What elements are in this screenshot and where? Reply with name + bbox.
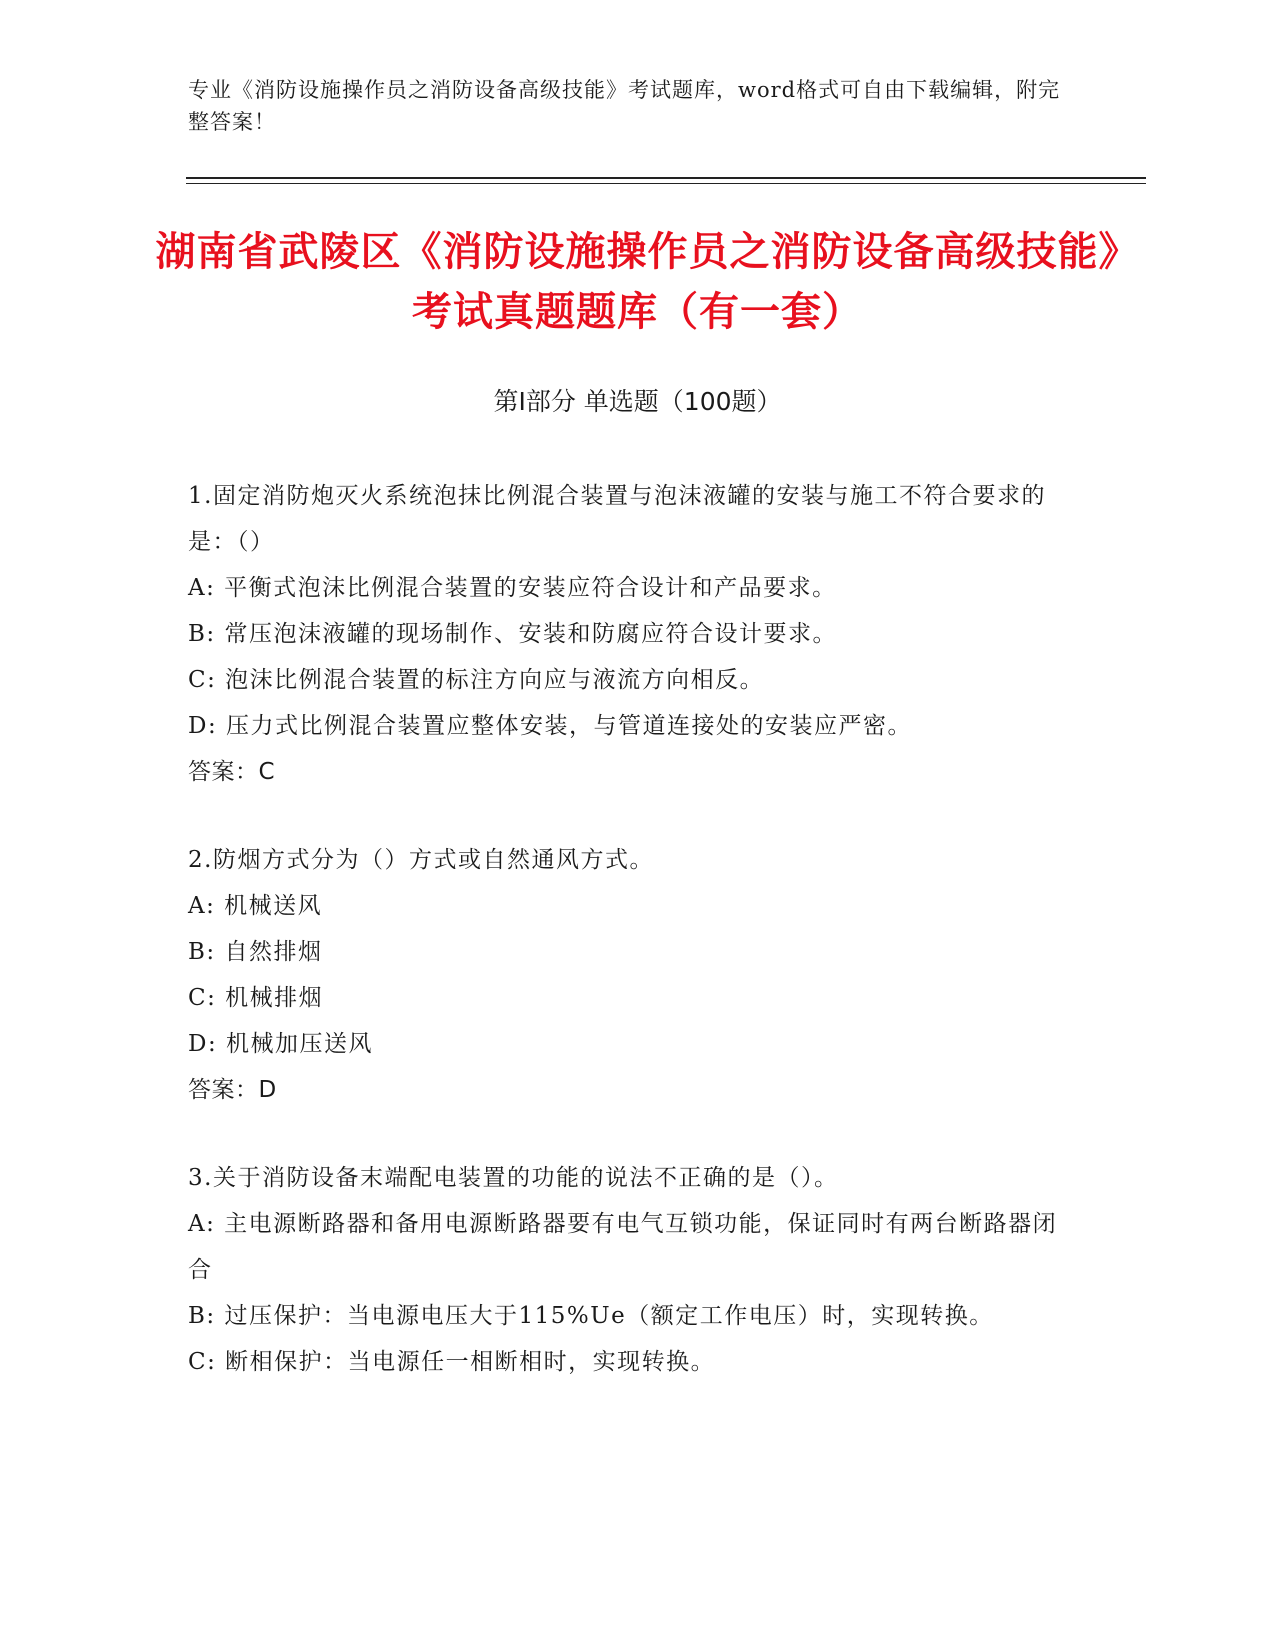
question-block: [188, 1155, 1078, 1385]
option-d: D: 机械加压送风: [188, 1031, 374, 1057]
option-c: C: 断相保护：当电源任一相断相时，实现转换。: [188, 1349, 716, 1375]
option-a: A: 平衡式泡沫比例混合装置的安装应符合设计和产品要求。: [188, 575, 837, 601]
document-title: 湖南省武陵区《消防设施操作员之消防设备高级技能》考试真题题库（有一套）: [155, 229, 1120, 335]
answer-line: 答案：C: [188, 759, 276, 785]
question-gap: [188, 1113, 1078, 1155]
option-a: A: 机械送风: [188, 893, 323, 919]
header-note: 专业《消防设施操作员之消防设备高级技能》考试题库，word格式可自由下载编辑，附完整答案！: [188, 78, 1061, 134]
answer-line: 答案：D: [188, 1077, 277, 1103]
option-d: D: 压力式比例混合装置应整体安装，与管道连接处的安装应严密。: [188, 713, 913, 739]
question-block: [188, 473, 1078, 795]
question-gap: [188, 795, 1078, 837]
question-list: [188, 473, 1078, 1385]
question-stem: 3.关于消防设备末端配电装置的功能的说法不正确的是（）。: [188, 1165, 839, 1191]
header-divider-thin: [186, 183, 1146, 184]
question-stem: 1.固定消防炮灭火系统泡抹比例混合装置与泡沫液罐的安装与施工不符合要求的是：（）: [188, 483, 1046, 555]
question-stem: 2.防烟方式分为（）方式或自然通风方式。: [188, 847, 654, 873]
option-c: C: 泡沫比例混合装置的标注方向应与液流方向相反。: [188, 667, 765, 693]
option-a: A: 主电源断路器和备用电源断路器要有电气互锁功能，保证同时有两台断路器闭合: [188, 1211, 1058, 1283]
option-b: B: 自然排烟: [188, 939, 323, 965]
option-b: B: 常压泡沫液罐的现场制作、安装和防腐应符合设计要求。: [188, 621, 837, 647]
option-c: C: 机械排烟: [188, 985, 324, 1011]
section-title: 第I部分 单选题（100题）: [493, 387, 782, 416]
header-divider-thick: [186, 177, 1146, 179]
option-b: B: 过压保护：当电源电压大于115%Ue（额定工作电压）时，实现转换。: [188, 1303, 994, 1329]
question-block: [188, 837, 1078, 1113]
